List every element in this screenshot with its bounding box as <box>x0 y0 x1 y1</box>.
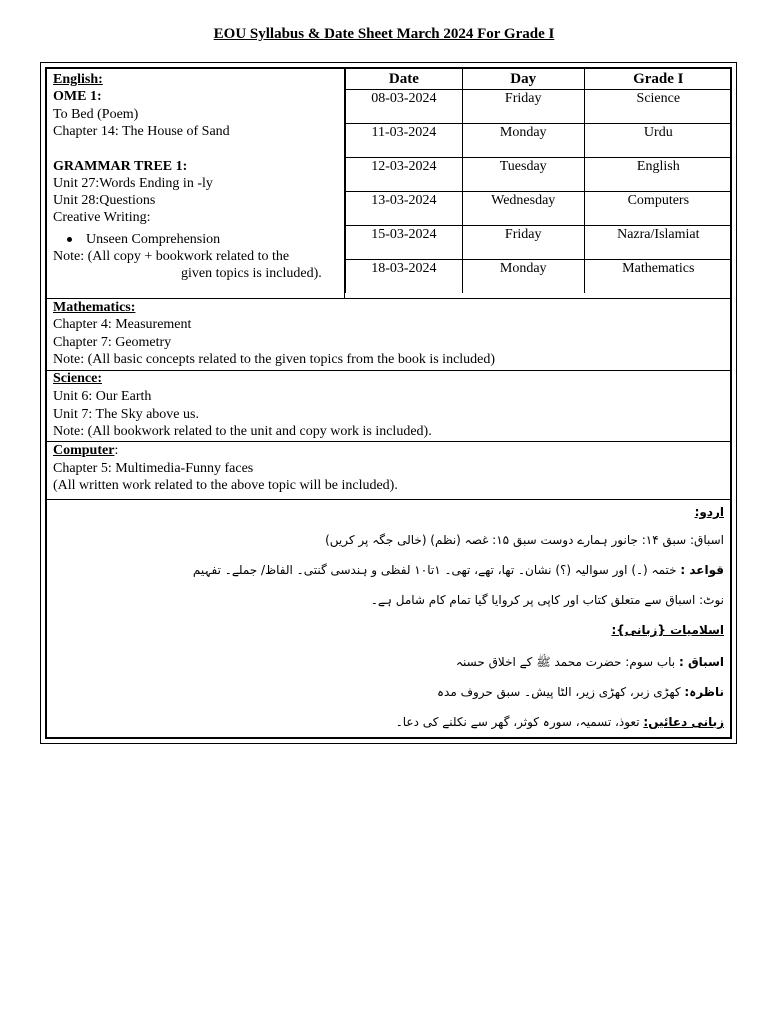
date-cell: 12-03-2024 <box>346 158 463 192</box>
english-line: Unit 27:Words Ending in -ly <box>53 176 213 191</box>
islamiat-asbaq-line <box>456 655 724 672</box>
science-line: Unit 7: The Sky above us. <box>53 407 199 422</box>
date-cell: 18-03-2024 <box>346 260 463 294</box>
date-sheet-table <box>345 69 732 293</box>
subject-cell: Computers <box>584 192 732 226</box>
date-sheet-header-row <box>346 69 733 90</box>
computer-line: Chapter 5: Multimedia-Funny faces <box>53 461 254 476</box>
syllabus-table <box>45 67 732 739</box>
subject-cell: Urdu <box>584 124 732 158</box>
computer-heading-line <box>53 443 118 459</box>
date-cell: 15-03-2024 <box>346 226 463 260</box>
urdu-heading: اردو: <box>694 505 724 519</box>
day-cell: Friday <box>462 90 584 124</box>
english-note: Note: (All copy + bookwork related to the <box>53 249 290 264</box>
day-cell: Tuesday <box>462 158 584 192</box>
table-row <box>346 90 733 124</box>
science-line: Unit 6: Our Earth <box>53 389 152 404</box>
bullet-text: Unseen Comprehension <box>86 232 221 247</box>
duain-text: تعوذ، تسمیہ، سورہ کوثر، گھر سے نکلنے کی دعا۔ <box>395 715 640 729</box>
day-cell: Wednesday <box>462 192 584 226</box>
subject-cell: Science <box>584 90 732 124</box>
nazra-text: کھڑی زبر، کھڑی زیر، الٹا پیش۔ سبق حروف مدہ <box>437 685 681 699</box>
subject-cell: English <box>584 158 732 192</box>
table-row <box>346 124 733 158</box>
english-section <box>47 69 345 298</box>
science-heading: Science: <box>53 371 102 386</box>
table-row <box>346 260 733 294</box>
english-line: Chapter 14: The House of Sand <box>53 124 230 139</box>
duain-label: زبانی دعائیں: <box>643 715 724 729</box>
bullet-item <box>67 232 220 248</box>
english-and-datesheet-row <box>47 69 732 299</box>
nazra-line <box>437 685 724 699</box>
ome-heading: OME 1: <box>53 89 102 104</box>
urdu-asbaq-line: اسباق: سبق ۱۴: جانور ہمارے دوست سبق ۱۵: غصہ (نظم) (خالی جگہ پر کریں) <box>325 533 724 547</box>
date-cell: 08-03-2024 <box>346 90 463 124</box>
column-header-date: Date <box>346 69 463 90</box>
table-row <box>346 226 733 260</box>
date-cell: 13-03-2024 <box>346 192 463 226</box>
day-cell: Monday <box>462 260 584 294</box>
page-title: EOU Syllabus & Date Sheet March 2024 For Grade I <box>213 26 555 42</box>
subject-cell: Nazra/Islamiat <box>584 226 732 260</box>
computer-heading-colon: : <box>114 443 119 458</box>
islamiat-heading: اسلامیات {زبانی}: <box>611 623 724 637</box>
computer-section <box>47 441 732 500</box>
day-cell: Friday <box>462 226 584 260</box>
english-line: Creative Writing: <box>53 210 151 225</box>
grammar-heading: GRAMMAR TREE 1: <box>53 159 188 174</box>
mathematics-heading: Mathematics: <box>53 300 136 315</box>
mathematics-note: Note: (All basic concepts related to the given topics from the book is included) <box>53 352 496 367</box>
urdu-islamiat-section <box>47 499 732 742</box>
english-line: Unit 28:Questions <box>53 193 156 208</box>
mathematics-line: Chapter 4: Measurement <box>53 317 192 332</box>
english-line: To Bed (Poem) <box>53 107 139 122</box>
english-note-continued: given topics is included). <box>181 266 322 281</box>
qawaid-label: قواعد : <box>680 563 724 577</box>
urdu-qawaid-line <box>193 563 724 577</box>
computer-heading: Computer <box>53 443 115 458</box>
science-section <box>47 370 732 442</box>
mathematics-line: Chapter 7: Geometry <box>53 335 172 350</box>
asbaq-text: باب سوم: حضرت محمد ﷺ کے اخلاق حسنہ <box>456 655 676 669</box>
science-note: Note: (All bookwork related to the unit and copy work is included). <box>53 424 432 439</box>
qawaid-text: ختمہ (۔) اور سوالیہ (؟) نشان۔ تھا، تھے، تھی۔ ۱تا۱۰ لفظی و ہندسی گنتی۔ الفاظ/ جملے۔ تفہیم <box>192 563 677 577</box>
urdu-note: نوٹ: اسباق سے متعلق کتاب اور کاپی پر کروایا گیا تمام کام شامل ہے۔ <box>370 593 724 607</box>
day-cell: Monday <box>462 124 584 158</box>
table-row <box>346 158 733 192</box>
computer-note: (All written work related to the above topic will be included). <box>53 478 398 493</box>
duain-line <box>396 715 724 729</box>
mathematics-section <box>47 298 732 371</box>
subject-cell: Mathematics <box>584 260 732 294</box>
date-cell: 11-03-2024 <box>346 124 463 158</box>
column-header-grade: Grade I <box>584 69 732 90</box>
bullet-icon <box>67 237 72 242</box>
table-row <box>346 192 733 226</box>
syllabus-frame <box>40 62 737 744</box>
english-heading: English: <box>53 72 103 87</box>
nazra-label: ناظرہ: <box>684 685 724 699</box>
column-header-day: Day <box>462 69 584 90</box>
asbaq-label: اسباق : <box>678 655 724 669</box>
